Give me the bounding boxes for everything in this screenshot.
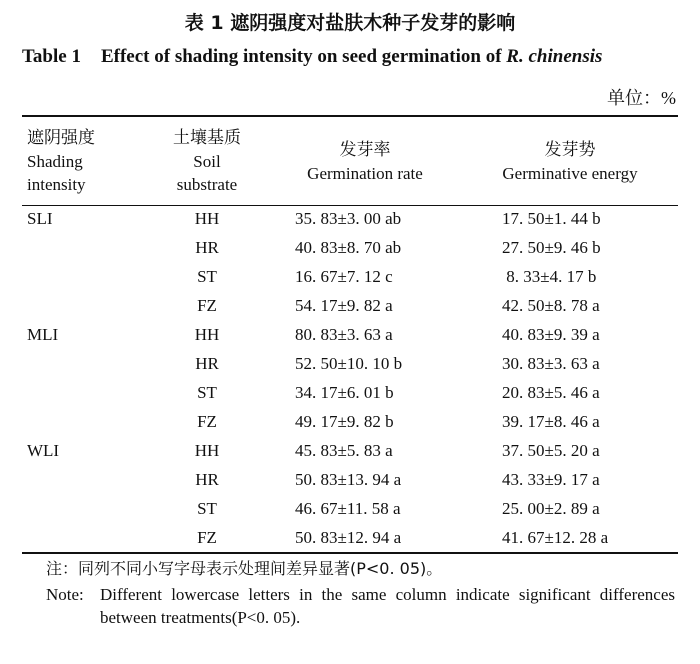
cell-rate: 54. 17±9. 82 a — [295, 296, 393, 315]
table-title-cn: 表 1 遮阴强度对盐肤木种子发芽的影响 — [184, 12, 516, 34]
table-row — [22, 351, 678, 380]
table-row — [22, 409, 678, 438]
table-row — [22, 438, 678, 467]
header-rate-cn: 发芽率 — [339, 140, 391, 160]
cell-energy: 20. 83±5. 46 a — [502, 383, 600, 402]
cell-rate: 50. 83±13. 94 a — [295, 470, 402, 489]
table-row — [22, 293, 678, 322]
header-soil-en-1: Soil — [193, 152, 221, 171]
table-row — [22, 206, 678, 235]
header-soil-cn: 土壤基质 — [173, 128, 241, 148]
header-germination-rate — [280, 139, 450, 185]
cell-energy: 39. 17±8. 46 a — [502, 412, 600, 431]
footnote-en-text: Different lowercase letters in the same column indicate significant differences between treatments(P<0. 05). — [100, 585, 675, 627]
cell-soil: FZ — [197, 412, 217, 431]
cell-soil: FZ — [197, 296, 217, 315]
header-energy-cn: 发芽势 — [544, 140, 596, 160]
cell-energy: 37. 50±5. 20 a — [502, 441, 600, 460]
header-shading-cn: 遮阴强度 — [27, 128, 95, 148]
table-row — [22, 496, 678, 525]
cell-soil: ST — [197, 267, 217, 286]
table-title-en-text: Effect of shading intensity on seed germination of — [100, 46, 507, 67]
cell-rate: 16. 67±7. 12 c — [295, 267, 393, 286]
table-row — [22, 467, 678, 496]
table-row — [22, 264, 678, 293]
top-rule — [22, 115, 678, 117]
cell-energy: 17. 50±1. 44 b — [502, 209, 601, 228]
cell-rate: 52. 50±10. 10 b — [295, 354, 403, 373]
cell-soil: ST — [197, 499, 217, 518]
cell-rate: 50. 83±12. 94 a — [295, 528, 402, 547]
cell-soil: HH — [194, 209, 220, 228]
cell-shading: WLI — [27, 441, 60, 460]
cell-energy: 8. 33±4. 17 b — [502, 267, 597, 286]
header-soil — [162, 127, 252, 196]
header-rate-en: Germination rate — [307, 164, 423, 183]
table-row — [22, 322, 678, 351]
header-energy-en: Germinative energy — [502, 164, 638, 183]
species-name: R. chinensis — [506, 46, 603, 67]
cell-energy: 30. 83±3. 63 a — [502, 354, 600, 373]
header-germinative-energy — [470, 139, 670, 185]
cell-energy: 43. 33±9. 17 a — [502, 470, 600, 489]
table-body — [22, 206, 678, 554]
cell-shading: MLI — [27, 325, 59, 344]
cell-rate: 46. 67±11. 58 a — [295, 499, 401, 518]
table-number: Table 1 — [22, 46, 81, 67]
cell-rate: 49. 17±9. 82 b — [295, 412, 394, 431]
unit-label: 单位：% — [607, 88, 676, 108]
cell-energy: 42. 50±8. 78 a — [502, 296, 600, 315]
cell-soil: HH — [194, 325, 220, 344]
cell-shading: SLI — [27, 209, 53, 228]
cell-energy: 40. 83±9. 39 a — [502, 325, 600, 344]
header-shading-en-1: Shading — [27, 152, 83, 171]
cell-energy: 27. 50±9. 46 b — [502, 238, 601, 257]
table-title-en — [22, 46, 602, 68]
cell-soil: HR — [195, 470, 219, 489]
cell-rate: 34. 17±6. 01 b — [295, 383, 394, 402]
header-shading — [27, 127, 95, 196]
cell-soil: HH — [194, 441, 220, 460]
table-row — [22, 380, 678, 409]
cell-rate: 35. 83±3. 00 ab — [295, 209, 402, 228]
footnote-en-label: Note: — [46, 585, 84, 604]
cell-soil: ST — [197, 383, 217, 402]
cell-soil: FZ — [197, 528, 217, 547]
cell-soil: HR — [195, 238, 219, 257]
header-shading-en-2: intensity — [27, 175, 86, 194]
header-soil-en-2: substrate — [176, 175, 238, 194]
table-row — [22, 235, 678, 264]
cell-energy: 41. 67±12. 28 a — [502, 528, 609, 547]
cell-rate: 45. 83±5. 83 a — [295, 441, 393, 460]
cell-energy: 25. 00±2. 89 a — [502, 499, 600, 518]
cell-soil: HR — [195, 354, 219, 373]
cell-rate: 40. 83±8. 70 ab — [295, 238, 402, 257]
footnote-cn: 注：同列不同小写字母表示处理间差异显著(P<0. 05)。 — [46, 559, 443, 578]
cell-rate: 80. 83±3. 63 a — [295, 325, 393, 344]
table-row — [22, 525, 678, 554]
